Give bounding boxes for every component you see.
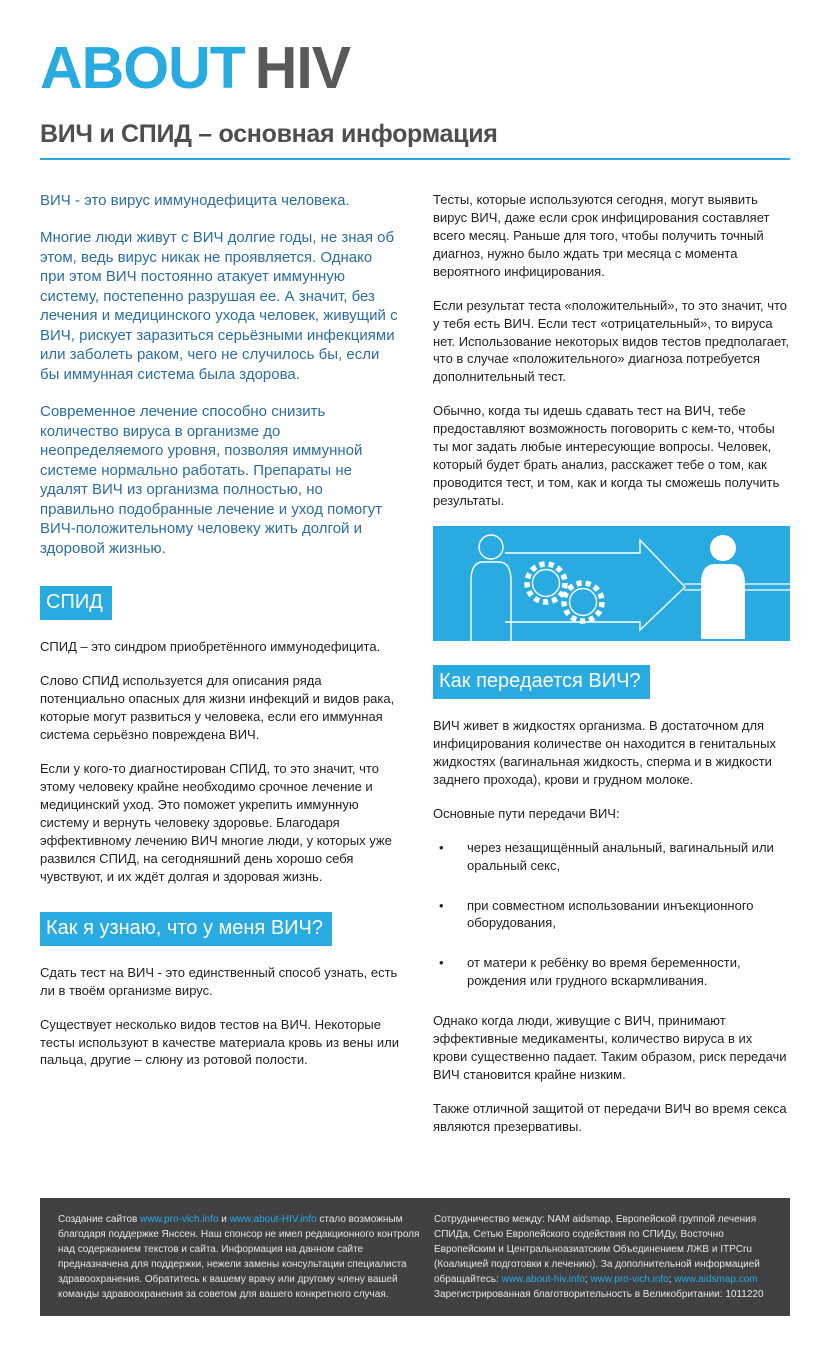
person-solid-icon — [701, 535, 745, 639]
page-title-accent: ABOUT — [40, 35, 245, 101]
transmission-section-heading: Как передается ВИЧ? — [433, 665, 650, 699]
right-column — [433, 191, 790, 1152]
aids-section-heading: СПИД — [40, 586, 112, 620]
testing-paragraph: Обычно, когда ты идешь сдавать тест на ВИЧ, тебе предоставляют возможность поговорить с кем-то, чтобы ты мог задать любые интересующие вопросы. Человек, который будет брать анализ, расскажет тебе о том, как проводится тест, и том, как и когда ты сможешь получить результаты. — [433, 403, 780, 508]
transmission-paragraph: Также отличной защитой от передачи ВИЧ во время секса являются презервативы. — [433, 1101, 787, 1134]
footer-partners-text — [434, 1212, 775, 1302]
transmission-illustration-svg — [433, 526, 790, 641]
aids-paragraph: СПИД – это синдром приобретённого иммунодефицита. — [40, 639, 381, 655]
page-subtitle: ВИЧ и СПИД – основная информация — [40, 119, 498, 148]
footer-disclaimer-text — [58, 1212, 420, 1302]
transmission-route-item: • при совместном использовании инъекционного оборудования, — [439, 897, 790, 933]
test-paragraph: Сдать тест на ВИЧ - это единственный способ узнать, есть ли в твоём организме вирус. — [40, 964, 398, 998]
footer-link[interactable]: www.pro-vich.info — [590, 1273, 669, 1285]
footer-text-segment: и — [218, 1213, 230, 1225]
virus-icon — [564, 583, 602, 621]
footer — [40, 1198, 790, 1316]
page-title-rest: HIV — [254, 35, 351, 101]
content-columns — [40, 191, 790, 1152]
header-divider — [40, 158, 790, 160]
aids-paragraph: Если у кого-то диагностирован СПИД, то это значит, что этому человеку крайне необходимо срочное лечение и медицинский уход. Это поможет укрепить иммунную систему и вернуть человеку здоровье. Благодаря эффективному лечению ВИЧ многие люди, у которых уже развился СПИД, на сегодняшний день хорошо себя чувствуют, и их ждёт долгая и здоровая жизнь. — [40, 761, 392, 884]
transmission-paragraph: Однако когда люди, живущие с ВИЧ, принимают эффективные медикаменты, количество вируса в их крови существенно падает. Таким образом, риск передачи ВИЧ становится крайне низким. — [433, 1013, 787, 1083]
footer-text-segment: стало возможным благодаря поддержке Янссен. Наш спонсор не имел редакционного контроля над содержанием текстов и сайта. Информация на данном сайте предназначена для поддержки, нежели замены консультации специалиста здравоохранения. Обратитесь к вашему врачу или другому члену вашей команды здравоохранения за советом для вашего конкретного случая. — [58, 1213, 420, 1300]
transmission-routes-list — [433, 839, 790, 991]
footer-text-segment: ; — [584, 1273, 591, 1285]
footer-link[interactable]: www.about-HIV.info — [229, 1213, 317, 1225]
transmission-illustration — [433, 526, 790, 641]
testing-paragraph: Тесты, которые используются сегодня, могут выявить вирус ВИЧ, даже если срок инфицирования составляет всего месяц. Раньше для того, чтобы получить точный диагноз, нужно было ждать три месяца с момента вероятного инфицирования. — [433, 191, 770, 279]
footer-link[interactable]: www.pro-vich.info — [140, 1213, 219, 1225]
header — [40, 35, 790, 160]
test-section-heading: Как я узнаю, что у меня ВИЧ? — [40, 912, 332, 946]
intro-paragraph: ВИЧ - это вирус иммунодефицита человека. — [40, 191, 350, 209]
footer-text-segment: Сотрудничество между: NAM aidsmap, Европейской группой лечения СПИДа, Сетью Европейского содействия по СПИДу, Восточно Европейским и Центральноазиатским Объединением ЛЖВ и ITPCru (Коалицией подготовки к лечению). За дополнительной информацией обращайтесь: — [434, 1213, 760, 1285]
page-title — [40, 35, 790, 101]
transmission-route-item: • от матери к ребёнку во время беременности, рождения или грудного вскармливания. — [439, 954, 790, 990]
transmission-lead-in: Основные пути передачи ВИЧ: — [433, 805, 620, 821]
footer-link[interactable]: www.aidsmap.com — [674, 1273, 758, 1285]
aids-paragraph: Слово СПИД используется для описания ряда потенциально опасных для жизни инфекций и видов рака, которые могут развиться у человека, если его иммунная система серьёзно повреждена ВИЧ. — [40, 673, 395, 743]
intro-paragraph: Многие люди живут с ВИЧ долгие годы, не зная об этом, ведь вирус никак не проявляется. Однако при этом ВИЧ постоянно атакует иммунную систему, постепенно разрушая ее. А значит, без лечения и медицинского ухода человек, живущий с ВИЧ, рискует заразиться серьёзными инфекциями или заболеть раком, чего не случилось бы, если бы иммунная система была здорова. — [40, 229, 398, 383]
intro-paragraph: Современное лечение способно снизить количество вируса в организме до неопределяемого уровня, позволяя иммунной системе нормально работать. Препараты не удалят ВИЧ из организма полностью, но правильно подобранные лечение и уход помогут ВИЧ-положительному человеку жить долгой и здоровой жизнью. — [40, 403, 383, 557]
footer-text-segment: Создание сайтов — [58, 1213, 141, 1225]
transmission-paragraph: ВИЧ живет в жидкостях организма. В достаточном для инфицирования количестве он находится в генитальных жидкостях (вагинальная жидкость, сперма и в жидкости заднего прохода), крови и грудном молоке. — [433, 717, 776, 787]
person-outline-icon — [471, 535, 511, 641]
left-column — [40, 191, 400, 1152]
footer-link[interactable]: www.about-hiv.info — [501, 1273, 585, 1285]
test-paragraph: Существует несколько видов тестов на ВИЧ. Некоторые тесты используют в качестве материала кровь из вены или пальца, другие – слюну из ротовой полости. — [40, 1016, 399, 1068]
testing-paragraph: Если результат теста «положительный», то это значит, что у тебя есть ВИЧ. Если тест «отрицательный», то вируса нет. Использование некоторых видов тестов предполагает, что в случае «положительного» диагноза потребуется дополнительный тест. — [433, 297, 789, 385]
footer-text-segment: ; — [668, 1273, 675, 1285]
footer-text-segment: Зарегистрированная благотворительность в Великобритании: 1011220 — [434, 1288, 764, 1300]
transmission-route-item: • через незащищённый анальный, вагинальный или оральный секс, — [439, 839, 790, 875]
virus-icon — [527, 564, 565, 602]
